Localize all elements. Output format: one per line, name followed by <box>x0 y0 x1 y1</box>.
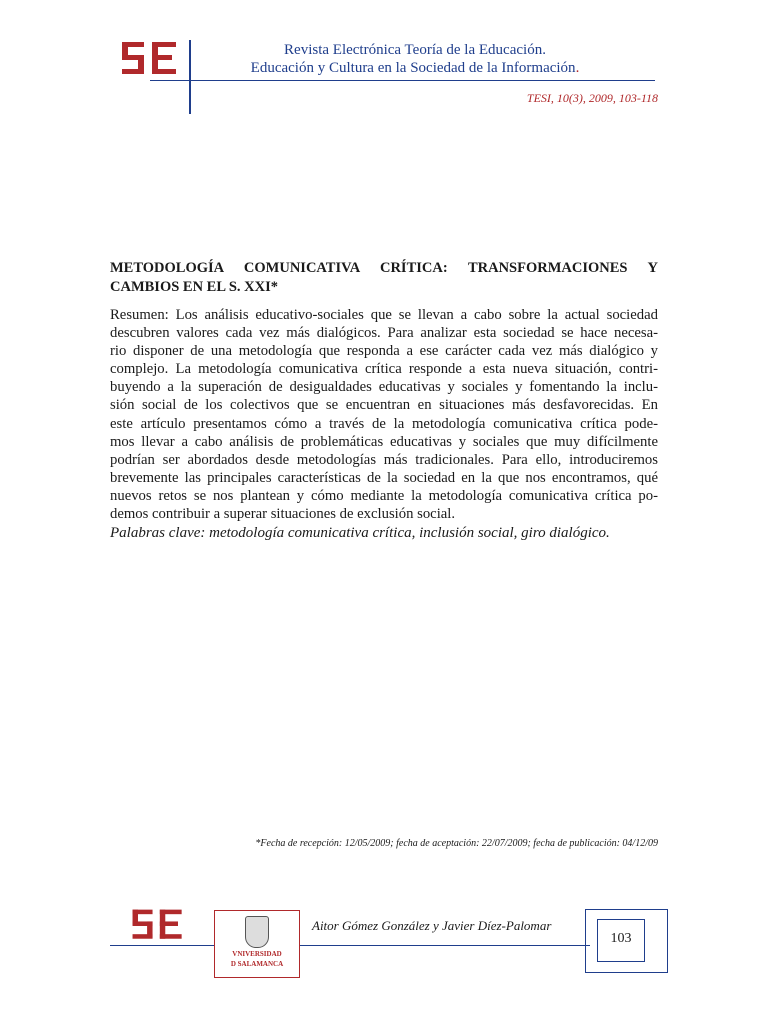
abstract-line: podrían ser abordados desde metodologías más tradicionales. Para ello, introduciremos <box>110 451 658 468</box>
abstract-line: complejo. La metodología comunicativa crítica responde a esta nueva situación, contri- <box>110 361 658 378</box>
journal-title: Revista Electrónica Teoría de la Educación. <box>284 42 546 58</box>
se-logo-icon <box>120 38 180 82</box>
abstract-line: demos contribuir a superar situaciones de exclusión social. <box>110 506 456 523</box>
abstract-line: buyendo a la superación de desigualdades educativas y sociales y fomentando la inclu- <box>110 379 658 396</box>
university-crest-icon <box>245 916 269 948</box>
footer-logo <box>128 906 188 946</box>
university-logo <box>214 910 300 978</box>
abstract-line: mos llevar a cabo análisis de problemáticas educativas y sociales que muy difícilmente <box>110 433 658 450</box>
abstract-line: brevemente las principales características de la sociedad en la que nos encontramos, qué <box>110 469 658 486</box>
abstract-line: rio disponer de una metodología que responda a ese carácter cada vez más dialógico y <box>110 343 658 360</box>
header-horizontal-rule <box>150 80 655 81</box>
abstract <box>110 306 658 523</box>
article-title: METODOLOGÍA COMUNICATIVA CRÍTICA: TRANSFORMACIONES Y CAMBIOS EN EL S. XXI* <box>110 260 658 295</box>
se-logo-icon <box>128 906 188 946</box>
footer-horizontal-rule <box>110 945 590 946</box>
header-vertical-rule <box>189 40 191 114</box>
authors: Aitor Gómez González y Javier Díez-Palomar <box>312 918 552 933</box>
page-number: 103 <box>610 931 632 946</box>
journal-logo <box>120 38 180 82</box>
university-name: VNIVERSIDAD D SALAMANCA <box>230 950 284 968</box>
abstract-line: nuevos retos se nos plantean y cómo mediante la metodología comunicativa crítica po- <box>110 487 658 504</box>
abstract-line: sión social de los colectivos que se encuentran en situaciones más desfavorecidas. En <box>110 397 658 414</box>
footnote-dates: *Fecha de recepción: 12/05/2009; fecha de aceptación: 22/07/2009; fecha de publicación: 04/12/09 <box>255 838 658 849</box>
citation: TESI, 10(3), 2009, 103-118 <box>526 91 658 105</box>
abstract-line: descubren valores cada vez más dialógicos. Para analizar esta sociedad se hace necesa- <box>110 325 658 342</box>
journal-subtitle: Educación y Cultura en la Sociedad de la Información. <box>250 60 580 76</box>
abstract-line: Resumen: Los análisis educativo-sociales que se llevan a cabo sobre la actual sociedad <box>110 307 658 323</box>
keywords: Palabras clave: metodología comunicativa crítica, inclusión social, giro dialógico. <box>110 525 610 541</box>
page-number-box <box>597 919 645 962</box>
abstract-line: este artículo presentamos cómo a través de la metodología comunicativa crítica pode- <box>110 415 658 432</box>
